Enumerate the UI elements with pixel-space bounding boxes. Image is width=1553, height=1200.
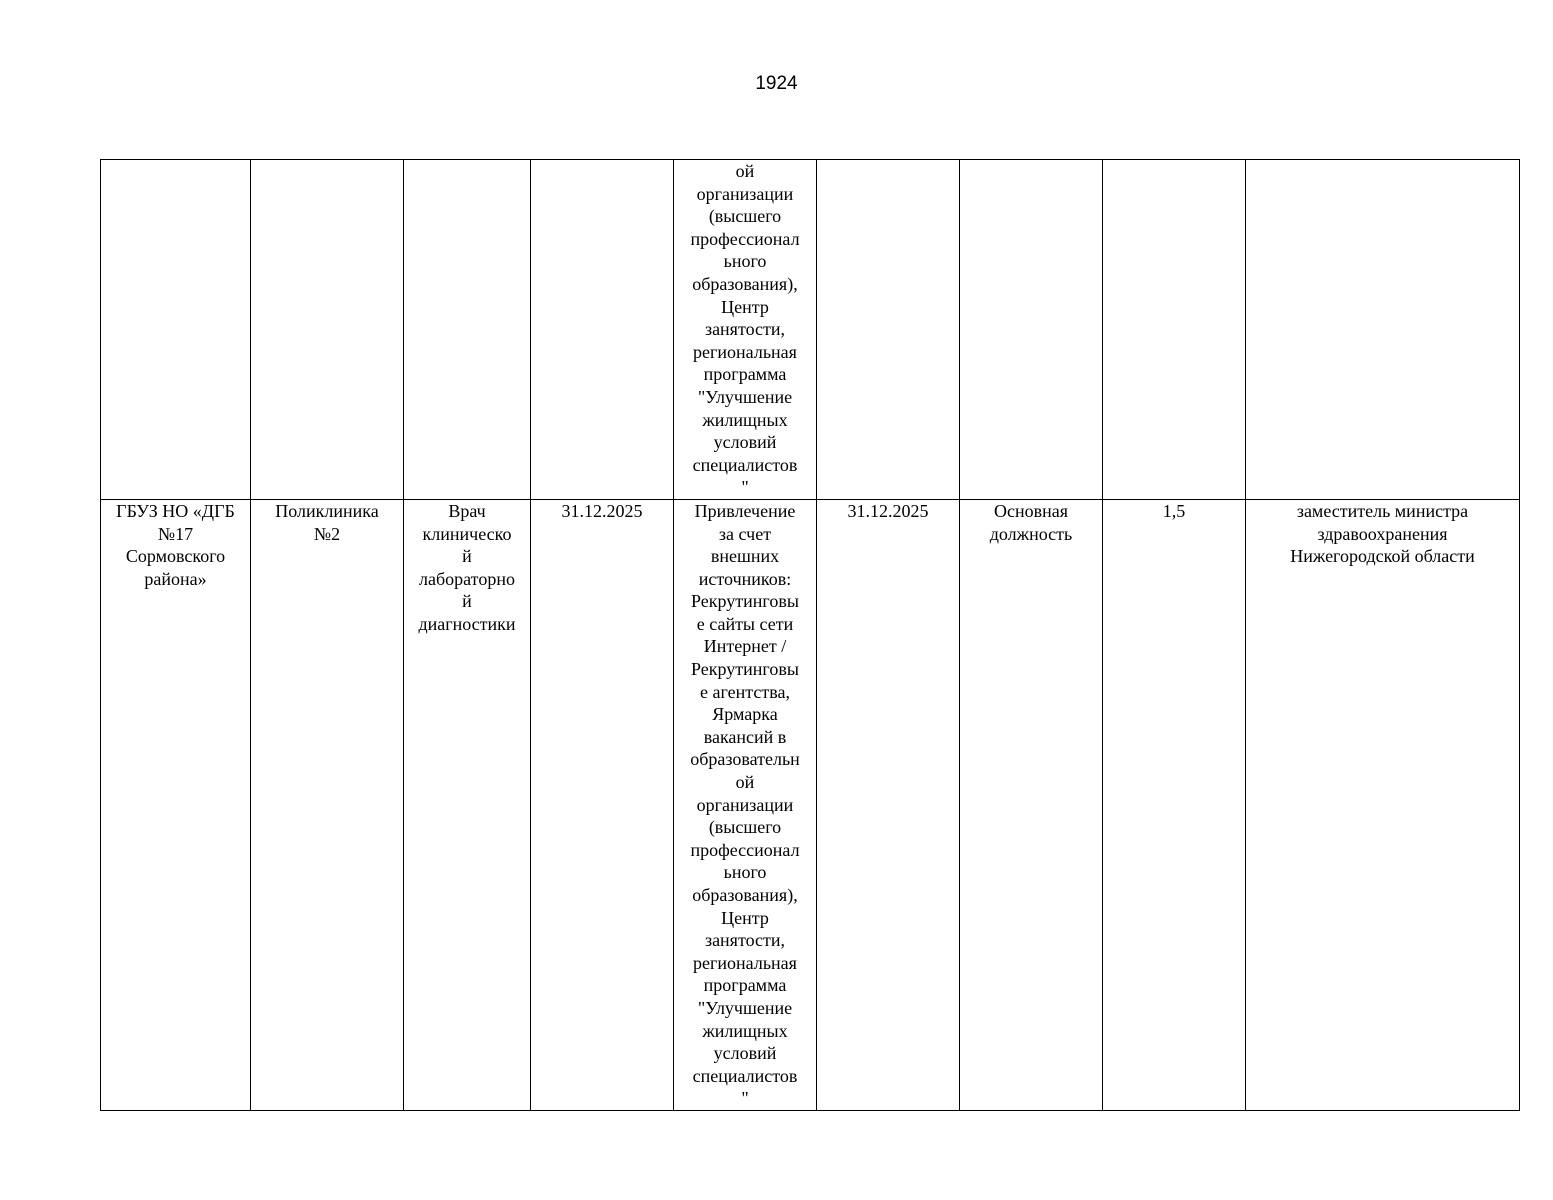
cell-position-type: Основная должность (960, 499, 1103, 1110)
cell-organization: ГБУЗ НО «ДГБ №17 Сормовского района» (101, 499, 251, 1110)
cell-responsible: заместитель министра здравоохранения Нижегородской области (1246, 499, 1520, 1110)
cell-subdivision (251, 160, 404, 500)
cell-date: 31.12.2025 (531, 499, 674, 1110)
cell-responsible (1246, 160, 1520, 500)
cell-recruitment-measures: ой организации (высшего профессионал ьного образования), Центр занятости, региональная программа "Улучшение жилищных условий специалистов " (674, 160, 817, 500)
cell-organization (101, 160, 251, 500)
staffing-table (100, 159, 1520, 1111)
cell-deadline: 31.12.2025 (817, 499, 960, 1110)
table-row (101, 160, 1520, 500)
cell-deadline (817, 160, 960, 500)
cell-position: Врач клиническо й лабораторно й диагностики (404, 499, 531, 1110)
page-number: 1924 (755, 73, 798, 94)
cell-position (404, 160, 531, 500)
table-row (101, 499, 1520, 1110)
cell-position-type (960, 160, 1103, 500)
cell-date (531, 160, 674, 500)
cell-subdivision: Поликлиника №2 (251, 499, 404, 1110)
cell-rate: 1,5 (1103, 499, 1246, 1110)
cell-recruitment-measures: Привлечение за счет внешних источников: Рекрутинговы е сайты сети Интернет / Рекрутинговы е агентства, Ярмарка вакансий в образовательн ой организации (высшего профессионал ьного образования), Центр занятости, региональная программа "Улучшение жилищных условий специалистов " (674, 499, 817, 1110)
cell-rate (1103, 160, 1246, 500)
